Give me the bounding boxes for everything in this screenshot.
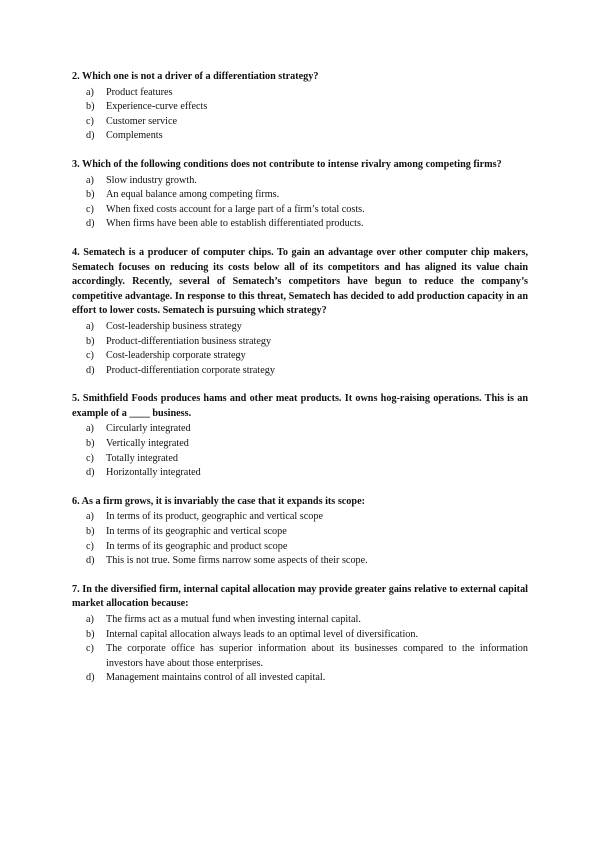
- option-text: When fixed costs account for a large part of a firm’s total costs.: [106, 203, 365, 215]
- question-2: [72, 70, 528, 144]
- option-item: [72, 466, 528, 481]
- option-letter: a): [86, 174, 94, 186]
- option-letter: a): [86, 511, 94, 523]
- option-item: [72, 628, 528, 643]
- question-3: [72, 158, 528, 232]
- option-item: [72, 437, 528, 452]
- question-6: [72, 495, 528, 569]
- option-text: In terms of its geographic and vertical scope: [106, 526, 287, 538]
- option-item: [72, 203, 528, 218]
- option-text: The corporate office has superior information about its businesses compared to the information investors have about those enterprises.: [106, 643, 528, 669]
- option-text: When firms have been able to establish differentiated products.: [106, 218, 364, 230]
- option-text: Product features: [106, 86, 173, 98]
- option-letter: d): [86, 218, 95, 230]
- option-letter: a): [86, 86, 94, 98]
- option-text: This is not true. Some firms narrow some aspects of their scope.: [106, 555, 368, 567]
- question-5: [72, 392, 528, 481]
- option-list: [72, 86, 528, 144]
- option-item: [72, 671, 528, 686]
- option-item: [72, 174, 528, 189]
- option-text: Cost-leadership business strategy: [106, 320, 242, 332]
- option-text: Horizontally integrated: [106, 467, 201, 479]
- option-list: [72, 422, 528, 480]
- option-letter: d): [86, 364, 95, 376]
- option-list: [72, 174, 528, 232]
- option-item: [72, 129, 528, 144]
- option-item: [72, 452, 528, 467]
- option-item: [72, 335, 528, 350]
- option-item: [72, 613, 528, 628]
- option-text: The firms act as a mutual fund when investing internal capital.: [106, 614, 361, 625]
- option-list: [72, 320, 528, 378]
- option-letter: c): [86, 540, 94, 552]
- option-text: Management maintains control of all invested capital.: [106, 672, 326, 684]
- option-text: Customer service: [106, 115, 178, 127]
- option-letter: c): [86, 203, 94, 215]
- option-letter: c): [86, 452, 94, 464]
- option-text: Vertically integrated: [106, 438, 189, 450]
- option-item: [72, 422, 528, 437]
- question-text: 4. Sematech is a producer of computer chips. To gain an advantage over other computer chip makers, Sematech focuses on reducing its costs below all of its competitors and has aligned its value chain accordingly. Recently, several of Sematech’s competitors have begun to reduce the company’s competitive advantage. In response to this threat, Sematech has decided to add production capacity in an effort to lower costs. Sematech is pursuing which strategy?: [72, 246, 528, 317]
- option-text: Circularly integrated: [106, 423, 191, 435]
- option-text: Totally integrated: [106, 452, 178, 464]
- option-text: In terms of its product, geographic and vertical scope: [106, 511, 323, 523]
- option-text: An equal balance among competing firms.: [106, 189, 280, 201]
- question-text: 5. Smithfield Foods produces hams and other meat products. It owns hog-raising operations. This is an example of a ____ business.: [72, 393, 528, 419]
- option-text: Experience-curve effects: [106, 101, 208, 113]
- document-page: [72, 70, 528, 700]
- option-item: [72, 320, 528, 335]
- option-list: [72, 510, 528, 568]
- option-letter: d): [86, 130, 95, 142]
- option-text: Cost-leadership corporate strategy: [106, 350, 246, 362]
- option-letter: a): [86, 614, 94, 625]
- option-letter: c): [86, 115, 94, 127]
- option-item: [72, 115, 528, 130]
- option-item: [72, 540, 528, 555]
- option-letter: b): [86, 189, 95, 201]
- option-letter: c): [86, 350, 94, 362]
- option-text: In terms of its geographic and product scope: [106, 540, 288, 552]
- option-letter: d): [86, 672, 95, 684]
- option-letter: b): [86, 628, 95, 640]
- option-letter: b): [86, 438, 95, 450]
- option-letter: b): [86, 101, 95, 113]
- option-item: [72, 188, 528, 203]
- option-list: [72, 613, 528, 686]
- option-letter: b): [86, 335, 95, 347]
- question-text: 3. Which of the following conditions does not contribute to intense rivalry among competing firms?: [72, 158, 502, 170]
- question-text: 2. Which one is not a driver of a differentiation strategy?: [72, 71, 319, 82]
- question-7: [72, 583, 528, 686]
- option-text: Product-differentiation corporate strategy: [106, 364, 275, 376]
- option-item: [72, 349, 528, 364]
- option-item: [72, 100, 528, 115]
- option-letter: c): [86, 643, 94, 655]
- option-text: Complements: [106, 130, 163, 142]
- question-text: 6. As a firm grows, it is invariably the case that it expands its scope:: [72, 495, 365, 507]
- option-letter: d): [86, 555, 95, 567]
- option-letter: d): [86, 467, 95, 479]
- option-item: [72, 554, 528, 569]
- option-item: [72, 510, 528, 525]
- option-letter: b): [86, 526, 95, 538]
- option-text: Internal capital allocation always leads to an optimal level of diversification.: [106, 628, 419, 640]
- option-item: [72, 86, 528, 101]
- question-text: 7. In the diversified firm, internal capital allocation may provide greater gains relative to external capital market allocation because:: [72, 583, 528, 610]
- option-letter: a): [86, 423, 94, 435]
- option-text: Slow industry growth.: [106, 174, 197, 186]
- option-letter: a): [86, 320, 94, 332]
- option-item: [72, 217, 528, 232]
- option-item: [72, 525, 528, 540]
- option-text: Product-differentiation business strategy: [106, 335, 272, 347]
- option-item: [72, 642, 528, 671]
- option-item: [72, 364, 528, 379]
- question-4: [72, 246, 528, 378]
